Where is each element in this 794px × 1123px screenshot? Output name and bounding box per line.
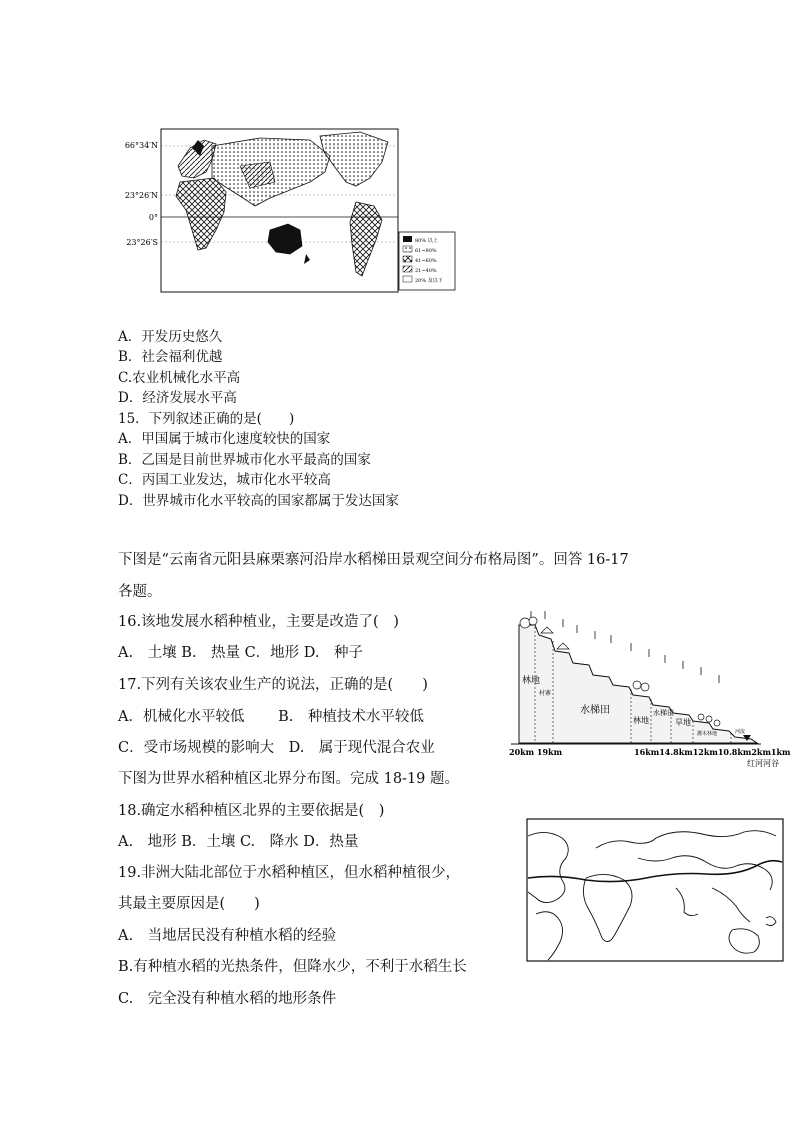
q14-option-b: B．社会福利优越 [118,349,223,365]
distance-axis-labels: 20km 19km 16km14.8km12km10.8km2km1km [509,747,791,757]
q15-option-d: D．世界城市化水平较高的国家都属于发达国家 [118,493,399,509]
q19-option-c: C. 完全没有种植水稻的地形条件 [118,991,337,1007]
q18-options: A. 地形 B．土壤 C. 降水 D．热量 [118,834,359,850]
intro-16-17-line2: 各题。 [118,584,162,600]
lat-label-arctic: 66°34′N [124,141,158,150]
q14-option-a: A．开发历史悠久 [118,329,223,345]
river-valley-label: 红河河谷 [747,759,779,768]
legend-item-3: 41~60% [415,258,437,264]
urbanization-map-figure [120,126,460,296]
zone-label-river: 河流 [735,729,746,735]
zone-label-forest: 林地 [522,676,541,686]
q19-option-a: A. 当地居民没有种植水稻的经验 [118,928,337,944]
q19-stem-line1: 19.非洲大陆北部位于水稻种植区，但水稻种植很少， [118,865,461,881]
q14-option-c: C.农业机械化水平高 [118,370,241,386]
lat-label-equator: 0° [148,213,158,222]
urbanization-map [120,126,460,296]
zone-label-shrub: 灌木林地 [697,731,718,737]
q15-option-c: C．丙国工业发达，城市化水平较高 [118,472,331,488]
q19-stem-line2: 其最主要原因是( ) [118,896,260,912]
intro-18-19: 下图为世界水稻种植区北界分布图。完成 18-19 题。 [118,771,460,787]
q18-stem: 18.确定水稻种植区北界的主要依据是( ) [118,803,385,819]
legend-item-4: 21~40% [415,268,437,274]
legend-item-5: 20% 及以下 [415,278,443,284]
lat-label-capricorn: 23°26′S [126,238,158,247]
q17-stem: 17.下列有关该农业生产的说法，正确的是( ) [118,677,428,693]
q16-options: A. 土壤 B. 热量 C．地形 D. 种子 [118,645,363,661]
lat-label-cancer: 23°26′N [124,191,158,200]
q16-stem: 16.该地发展水稻种植业，主要是改造了( ) [118,614,399,630]
q15-option-b: B．乙国是目前世界城市化水平最高的国家 [118,452,371,468]
q15-stem: 15．下列叙述正确的是( ) [118,411,295,427]
q19-option-b: B.有种植水稻的光热条件，但降水少，不利于水稻生长 [118,959,467,975]
rice-boundary-map-figure [526,818,786,964]
zone-label-village: 村寨 [539,690,552,697]
zone-label-paddy-2: 水梯田 [653,709,674,717]
intro-16-17-line1: 下图是“云南省元阳县麻栗寨河沿岸水稻梯田景观空间分布格局图”。回答 16-17 [118,552,629,568]
q15-option-a: A．甲国属于城市化速度较快的国家 [118,431,331,447]
rice-boundary-map [526,818,786,964]
zone-label-dryland: 旱地 [675,718,691,727]
zone-label-forest-2: 林地 [633,716,649,725]
q14-option-d: D．经济发展水平高 [118,390,237,406]
q17-options-cd: C．受市场规模的影响大 D. 属于现代混合农业 [118,740,435,756]
legend-item-1: 80% 以上 [415,238,438,244]
terrace-profile [505,605,794,770]
legend-item-2: 61~80% [415,248,437,254]
terrace-profile-figure [505,605,794,770]
zone-label-paddy: 水梯田 [580,705,610,716]
q17-options-ab: A．机械化水平较低 B. 种植技术水平较低 [118,709,424,725]
